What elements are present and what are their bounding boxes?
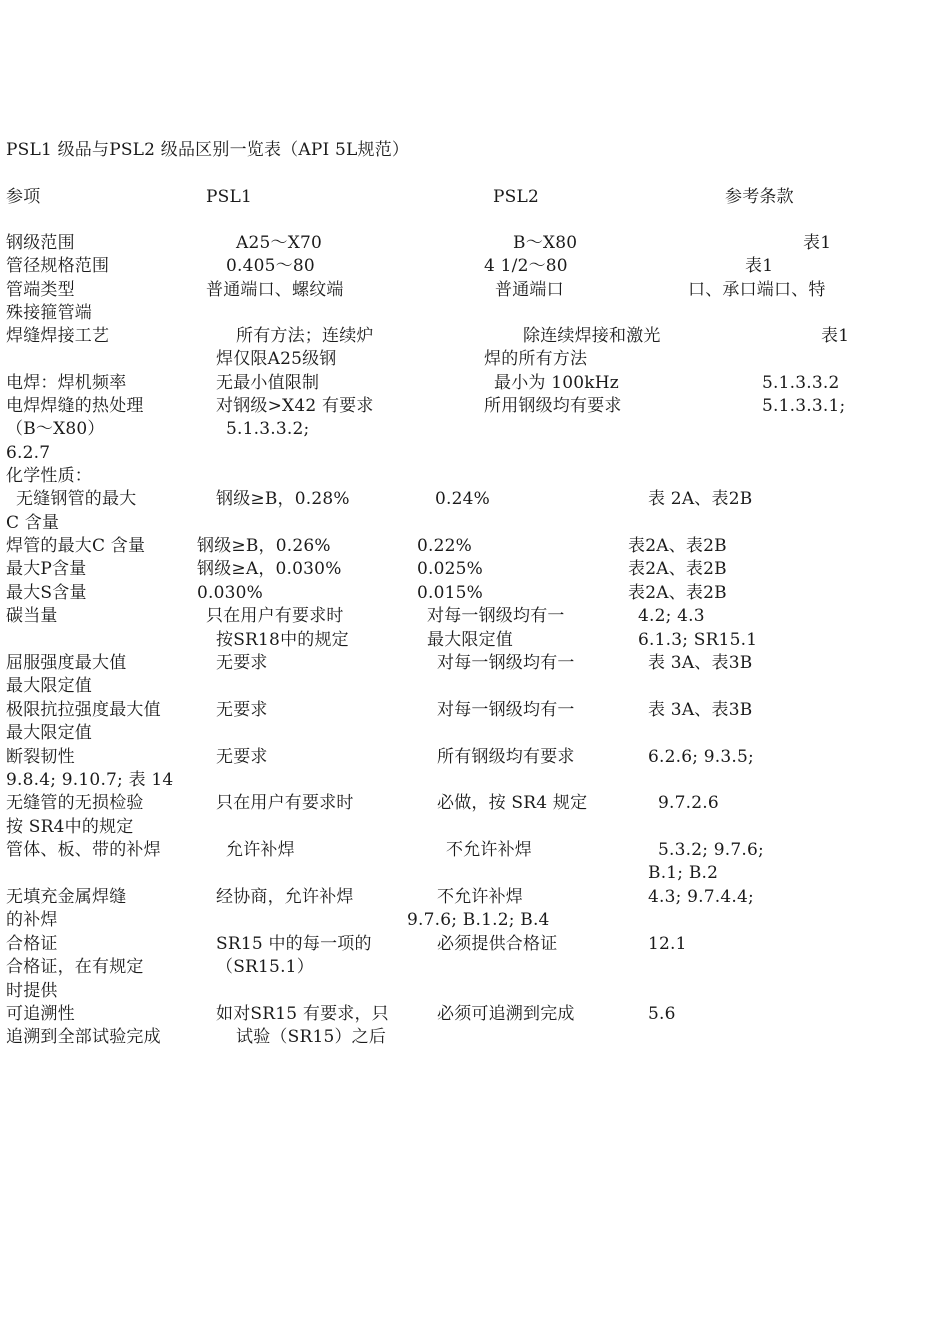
- psl1-value: 允许补焊: [226, 840, 295, 860]
- ref-value: 表 3A、表3B: [648, 700, 753, 720]
- row-label: 可追溯性: [6, 1004, 75, 1024]
- ref-value: 表1: [803, 233, 832, 253]
- ref-value: 表 3A、表3B: [648, 653, 753, 673]
- page-title: PSL1 级品与PSL2 级品区别一览表（API 5L规范）: [6, 140, 410, 160]
- ref-value: 5.6: [648, 1004, 676, 1024]
- row-label: 断裂韧性: [6, 747, 75, 767]
- psl1-value: 对钢级>X42 有要求: [216, 396, 374, 416]
- ref-value: 5.1.3.3.2: [762, 373, 840, 393]
- psl2-value: 必做，按 SR4 规定: [437, 793, 588, 813]
- row-label: 殊接箍管端: [6, 303, 92, 323]
- psl2-value: 所用钢级均有要求: [484, 396, 622, 416]
- psl2-value: 焊的所有方法: [484, 349, 588, 369]
- row-label: （B～X80）: [6, 419, 105, 439]
- psl1-value: 钢级≥B，0.28%: [216, 489, 350, 509]
- header-psl2: PSL2: [493, 187, 539, 207]
- psl1-value: 按SR18中的规定: [216, 630, 349, 650]
- header-psl1: PSL1: [206, 187, 252, 207]
- row-label: 的补焊: [6, 910, 58, 930]
- row-label: 无缝管的无损检验: [6, 793, 144, 813]
- psl2-value: 对每一钢级均有一: [427, 606, 565, 626]
- row-label: 电焊：焊机频率: [6, 373, 127, 393]
- ref-value: 表 2A、表2B: [648, 489, 753, 509]
- ref-value: 表2A、表2B: [628, 536, 727, 556]
- row-label: 钢级范围: [6, 233, 75, 253]
- psl2-value: 必须提供合格证: [437, 934, 558, 954]
- ref-value: 6.2.6; 9.3.5;: [648, 747, 754, 767]
- row-label: 极限抗拉强度最大值: [6, 700, 161, 720]
- psl2-value: 所有钢级均有要求: [437, 747, 575, 767]
- psl1-value: 所有方法；连续炉: [236, 326, 374, 346]
- psl2-value: 对每一钢级均有一: [437, 653, 575, 673]
- header-ref: 参考条款: [725, 187, 794, 207]
- psl1-value: 只在用户有要求时: [206, 606, 344, 626]
- row-label: 追溯到全部试验完成: [6, 1027, 161, 1047]
- ref-value: 12.1: [648, 934, 687, 954]
- psl1-value: 无要求: [216, 747, 268, 767]
- row-label: 屈服强度最大值: [6, 653, 127, 673]
- psl2-value: 最大限定值: [427, 630, 513, 650]
- psl1-value: 0.030%: [197, 583, 264, 603]
- row-label: 最大S含量: [6, 583, 87, 603]
- psl2-value: 对每一钢级均有一: [437, 700, 575, 720]
- psl1-value: 经协商，允许补焊: [216, 887, 354, 907]
- row-label: 合格证: [6, 934, 58, 954]
- psl1-value: 焊仅限A25级钢: [216, 349, 337, 369]
- psl1-value: 普通端口、螺纹端: [206, 280, 344, 300]
- row-label: 合格证，在有规定: [6, 957, 144, 977]
- ref-value: 4.3; 9.7.4.4;: [648, 887, 754, 907]
- ref-value: 5.3.2; 9.7.6;: [658, 840, 764, 860]
- ref-value: 4.2; 4.3: [638, 606, 705, 626]
- ref-value: 表2A、表2B: [628, 559, 727, 579]
- ref-value: 表1: [821, 326, 850, 346]
- psl2-value: 0.025%: [417, 559, 484, 579]
- row-label: 焊管的最大C 含量: [6, 536, 146, 556]
- psl1-value: （SR15.1）: [216, 957, 314, 977]
- ref-value: 9.7.2.6: [658, 793, 719, 813]
- ref-value: 5.1.3.3.2;: [226, 419, 310, 439]
- row-label: C 含量: [6, 513, 60, 533]
- section-heading: 化学性质：: [6, 466, 92, 486]
- row-label: 无填充金属焊缝: [6, 887, 127, 907]
- psl1-value: 只在用户有要求时: [216, 793, 354, 813]
- row-label: 无缝钢管的最大: [16, 489, 137, 509]
- psl1-value: 钢级≥B，0.26%: [197, 536, 331, 556]
- row-label: 时提供: [6, 981, 58, 1001]
- psl1-value: 无要求: [216, 700, 268, 720]
- header-item: 参项: [6, 187, 41, 207]
- row-label: 最大P含量: [6, 559, 87, 579]
- ref-value: B.1; B.2: [648, 863, 719, 883]
- psl2-value: B～X80: [513, 233, 578, 253]
- psl2-value: 0.22%: [417, 536, 473, 556]
- psl2-value: 0.015%: [417, 583, 484, 603]
- psl1-value: 无要求: [216, 653, 268, 673]
- psl2-value: 0.24%: [435, 489, 491, 509]
- ref-value: 9.8.4; 9.10.7; 表 14: [6, 770, 174, 790]
- psl1-value: SR15 中的每一项的: [216, 934, 372, 954]
- psl2-value: 最小为 100kHz: [494, 373, 619, 393]
- ref-value: 口、承口端口、特: [688, 280, 826, 300]
- row-label: 碳当量: [6, 606, 58, 626]
- row-label: 电焊焊缝的热处理: [6, 396, 144, 416]
- psl1-value: A25～X70: [236, 233, 323, 253]
- psl1-value: 试验（SR15）之后: [236, 1027, 387, 1047]
- psl1-value: 0.405～80: [226, 256, 315, 276]
- row-label: 按 SR4中的规定: [6, 817, 134, 837]
- psl2-value: 不允许补焊: [437, 887, 523, 907]
- ref-value: 5.1.3.3.1;: [762, 396, 846, 416]
- psl2-value: 普通端口: [495, 280, 564, 300]
- ref-value: 9.7.6; B.1.2; B.4: [407, 910, 550, 930]
- psl1-value: 钢级≥A，0.030%: [197, 559, 342, 579]
- psl1-value: 如对SR15 有要求，只: [216, 1004, 389, 1024]
- row-label: 管端类型: [6, 280, 75, 300]
- ref-value: 6.1.3; SR15.1: [638, 630, 758, 650]
- ref-value: 表2A、表2B: [628, 583, 727, 603]
- ref-value: 表1: [745, 256, 774, 276]
- row-label: 管体、板、带的补焊: [6, 840, 161, 860]
- row-label: 最大限定值: [6, 676, 92, 696]
- psl2-value: 不允许补焊: [446, 840, 532, 860]
- ref-value: 6.2.7: [6, 443, 51, 463]
- psl2-value: 4 1/2～80: [484, 256, 568, 276]
- psl2-value: 除连续焊接和激光: [523, 326, 661, 346]
- psl1-value: 无最小值限制: [216, 373, 320, 393]
- row-label: 焊缝焊接工艺: [6, 326, 110, 346]
- row-label: 管径规格范围: [6, 256, 110, 276]
- psl2-value: 必须可追溯到完成: [437, 1004, 575, 1024]
- row-label: 最大限定值: [6, 723, 92, 743]
